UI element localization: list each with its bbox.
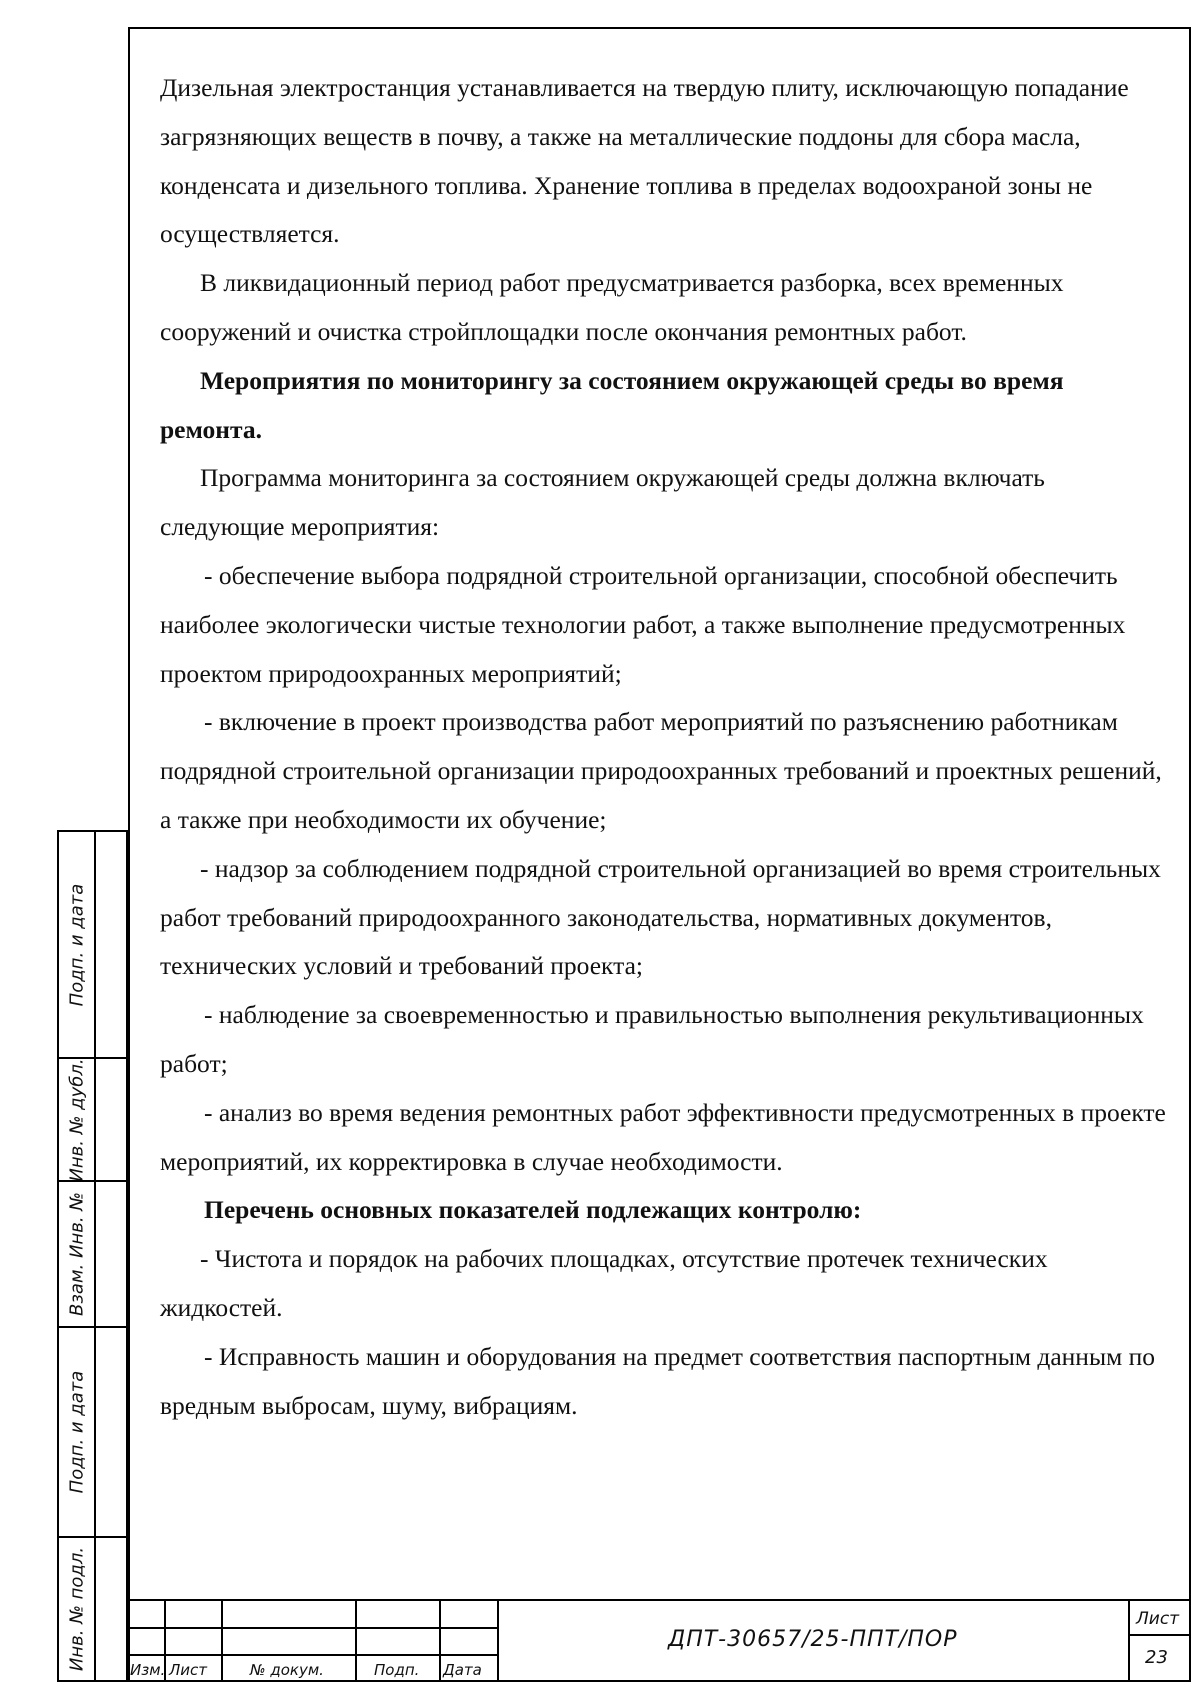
side-label-inv-podl: Инв. № подл.	[66, 1546, 87, 1672]
paragraph: Перечень основных показателей подлежащих контролю:	[204, 1195, 862, 1225]
paragraph: - Чистота и порядок на рабочих площадках, отсутствие протечек технических жидкостей.	[160, 1244, 1048, 1322]
body-text	[160, 64, 1170, 1430]
side-label-inv-dubl: Инв. № дубл.	[66, 1057, 87, 1182]
paragraph: - обеспечение выбора подрядной строительной организации, способной обеспечить наиболее экологически чистые технологии работ, а также выполнение предусмотренных проектом природоохранных мероприятий;	[160, 560, 1126, 688]
side-label-vzam-inv: Взам. Инв. №	[66, 1192, 87, 1316]
podp-label: Подп.	[374, 1661, 420, 1679]
paragraph: Дизельная электростанция устанавливается на твердую плиту, исключающую попадание загрязняющих веществ в почву, а также на металлические поддоны для сбора масла, конденсата и дизельного топлива. Хранение топлива в пределах водоохраной зоны не осуществляется.	[160, 73, 1129, 249]
side-label-podp-data-2: Подп. и дата	[66, 1370, 87, 1494]
paragraph: Мероприятия по мониторингу за состоянием окружающей среды во время ремонта.	[160, 365, 1064, 444]
paragraph: - анализ во время ведения ремонтных работ эффективности предусмотренных в проекте мероприятий, их корректировка в случае необходимости.	[160, 1097, 1166, 1176]
side-label-podp-data-1: Подп. и дата	[66, 883, 87, 1006]
izm-label: Изм.	[130, 1661, 166, 1679]
side-cell-podp-data-2	[57, 1326, 128, 1538]
paragraph: - включение в проект производства работ мероприятий по разъяснению работникам подрядной строительной организации природоохранных требований и проектных решений, а также при необходимости их обучение;	[160, 707, 1162, 834]
data-label: Дата	[443, 1661, 482, 1679]
paragraph: Программа мониторинга за состоянием окружающей среды должна включать следующие мероприятия:	[160, 463, 1045, 542]
paragraph: - наблюдение за своевременностью и правильностью выполнения рекультивационных работ;	[160, 1000, 1144, 1078]
document-code: ДПТ-30657/25-ППТ/ПОР	[668, 1627, 958, 1652]
side-cell-inv-dubl	[57, 1057, 128, 1182]
paragraph: - Исправность машин и оборудования на предмет соответствия паспортным данным по вредным выбросам, шуму, вибрациям.	[160, 1341, 1155, 1420]
paragraph: В ликвидационный период работ предусматривается разборка, всех временных сооружений и очистка стройплощадки после окончания ремонтных работ.	[160, 268, 1064, 346]
n-dokum-label: № докум.	[250, 1661, 324, 1679]
side-cell-vzam-inv	[57, 1180, 128, 1328]
sheet-number: 23	[1145, 1647, 1168, 1668]
paragraph: - надзор за соблюдением подрядной строительной организацией во время строительных работ требований природоохранного законодательства, нормативных документов, технических условий и требований проекта;	[160, 853, 1161, 981]
side-cell-podp-data-1	[57, 830, 128, 1059]
list-label: Лист	[169, 1661, 208, 1679]
side-cell-inv-podl	[57, 1536, 128, 1682]
sheet-label: Лист	[1136, 1609, 1180, 1629]
title-block	[128, 1599, 1191, 1682]
